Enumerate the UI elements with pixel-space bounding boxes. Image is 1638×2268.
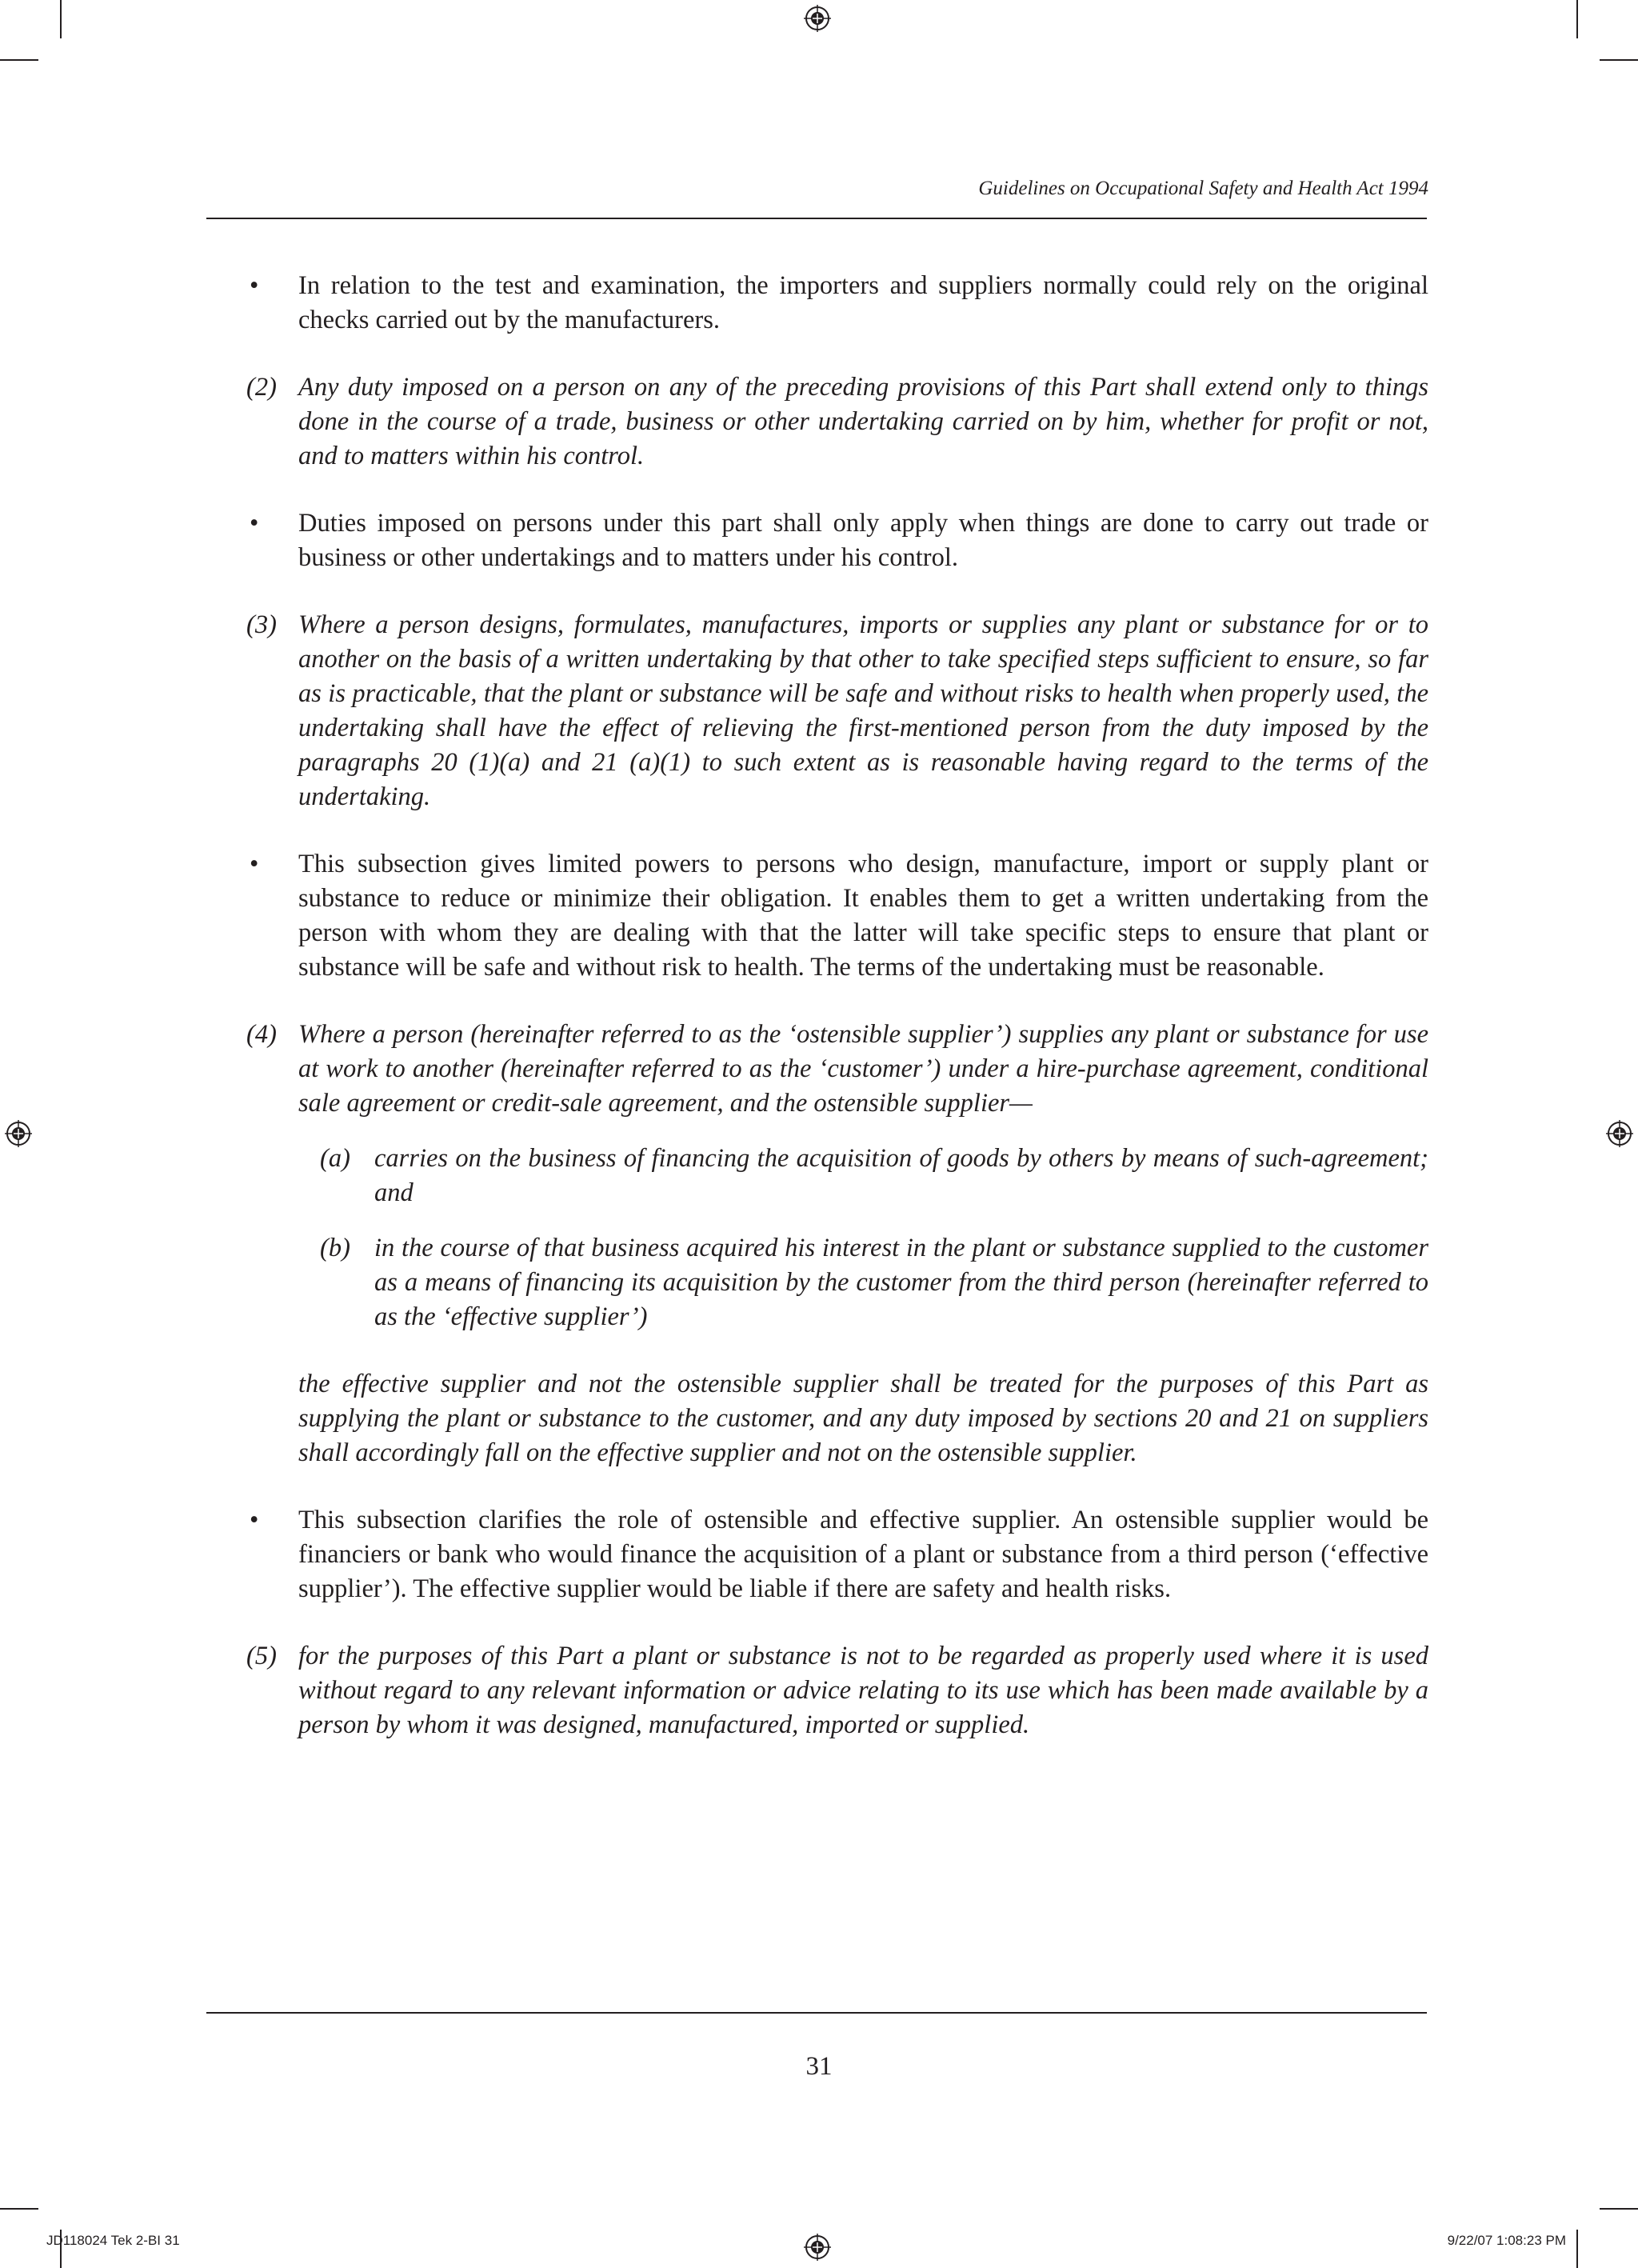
clause-text: Where a person designs, formulates, manufactures, imports or supplies any plant or substance for or to another on the basis of a written undertaking by that other to take specified steps sufficient to ensure, so far as is practicable, that the plant or substance will be safe and without risks to health when properly used, the undertaking shall have the effect of relieving the first-mentioned person from the duty imposed by the paragraphs 20 (1)(a) and 21 (a)(1) to such extent as is reasonable having regard to the terms of the undertaking.	[298, 610, 1428, 811]
bullet-paragraph	[206, 1503, 1428, 1606]
crop-mark-top-right-v	[1576, 0, 1578, 38]
registration-target-icon	[1606, 1120, 1633, 1147]
bullet-icon: •	[250, 1506, 259, 1534]
clause-number: (4)	[246, 1020, 277, 1049]
clause-text: Any duty imposed on a person on any of the preceding provisions of this Part shall extend only to things done in the course of a trade, business or other undertaking carried on by him, whether for profit or not, and to matters within his control.	[298, 373, 1428, 470]
running-head: Guidelines on Occupational Safety and Health Act 1994	[978, 178, 1428, 199]
bullet-paragraph	[206, 269, 1428, 338]
clause-number: (3)	[246, 610, 277, 639]
clause-text: Where a person (hereinafter referred to as the ‘ostensible supplier’) supplies any plant or substance for use at work to another (hereinafter referred to as the ‘customer’) under a hire-purchase agreement, conditional sale agreement or credit-sale agreement, and the ostensible supplier—	[298, 1020, 1428, 1118]
clause-3	[206, 608, 1428, 814]
registration-target-icon	[5, 1120, 32, 1147]
crop-mark-top-left-h	[0, 59, 38, 61]
sub-clause-letter: (a)	[320, 1144, 350, 1173]
paragraph-text: In relation to the test and examination, the importers and suppliers normally could rely on the original checks carried out by the manufacturers.	[298, 271, 1428, 334]
page-number: 31	[805, 2052, 833, 2081]
sub-clause-text: in the course of that business acquired his interest in the plant or substance supplied to the customer as a means of financing its acquisition by the customer from the third person (hereinafter referred to as the ‘effective supplier’)	[374, 1234, 1428, 1331]
print-slug-timestamp: 9/22/07 1:08:23 PM	[1447, 2233, 1566, 2248]
crop-mark-top-left-v	[60, 0, 62, 38]
clause-number: (5)	[246, 1642, 277, 1670]
sub-clause-letter: (b)	[320, 1234, 350, 1262]
clause-4-continuation: the effective supplier and not the ostensible supplier shall be treated for the purposes of this Part as supplying the plant or substance to the customer, and any duty imposed by sections 20 and 21 on suppliers shall accordingly fall on the effective supplier and not on the ostensible supplier.	[298, 1370, 1428, 1467]
clause-5	[206, 1639, 1428, 1742]
clause-number: (2)	[246, 373, 277, 402]
registration-target-icon	[804, 2234, 831, 2261]
paragraph-text: Duties imposed on persons under this part shall only apply when things are done to carry out trade or business or other undertakings and to matters under his control.	[298, 509, 1428, 572]
crop-mark-bottom-left-h	[0, 2208, 38, 2210]
paragraph-text: This subsection gives limited powers to persons who design, manufacture, import or supply plant or substance to reduce or minimize their obligation. It enables them to get a written undertaking from the person with whom they are dealing with that the latter will take specific steps to ensure that plant or substance will be safe and without risk to health. The terms of the undertaking must be reasonable.	[298, 850, 1428, 982]
clause-text: for the purposes of this Part a plant or substance is not to be regarded as properly used where it is used without regard to any relevant information or advice relating to its use which has been made available by a person by whom it was designed, manufactured, imported or supplied.	[298, 1642, 1428, 1739]
bullet-icon: •	[250, 850, 259, 878]
page-body	[206, 269, 1428, 1775]
registration-target-icon	[804, 5, 831, 32]
clause-2	[206, 370, 1428, 474]
bullet-paragraph	[206, 506, 1428, 575]
clause-4	[206, 1018, 1428, 1121]
crop-mark-bottom-right-v	[1576, 2230, 1578, 2268]
bullet-icon: •	[250, 271, 259, 300]
footer-rule	[206, 2012, 1427, 2014]
clause-4b	[206, 1231, 1428, 1334]
crop-mark-top-right-h	[1600, 59, 1638, 61]
paragraph-text: This subsection clarifies the role of ostensible and effective supplier. An ostensible supplier would be financiers or bank who would finance the acquisition of a plant or substance from a third person (‘effective supplier’). The effective supplier would be liable if there are safety and health risks.	[298, 1506, 1428, 1603]
crop-mark-bottom-right-h	[1600, 2208, 1638, 2210]
clause-4a	[206, 1142, 1428, 1210]
bullet-icon: •	[250, 509, 259, 538]
sub-clause-text: carries on the business of financing the acquisition of goods by others by means of such-agreement; and	[374, 1144, 1428, 1207]
header-rule	[206, 218, 1427, 219]
print-slug-job: JD118024 Tek 2-BI 31	[46, 2233, 180, 2248]
bullet-paragraph	[206, 847, 1428, 985]
